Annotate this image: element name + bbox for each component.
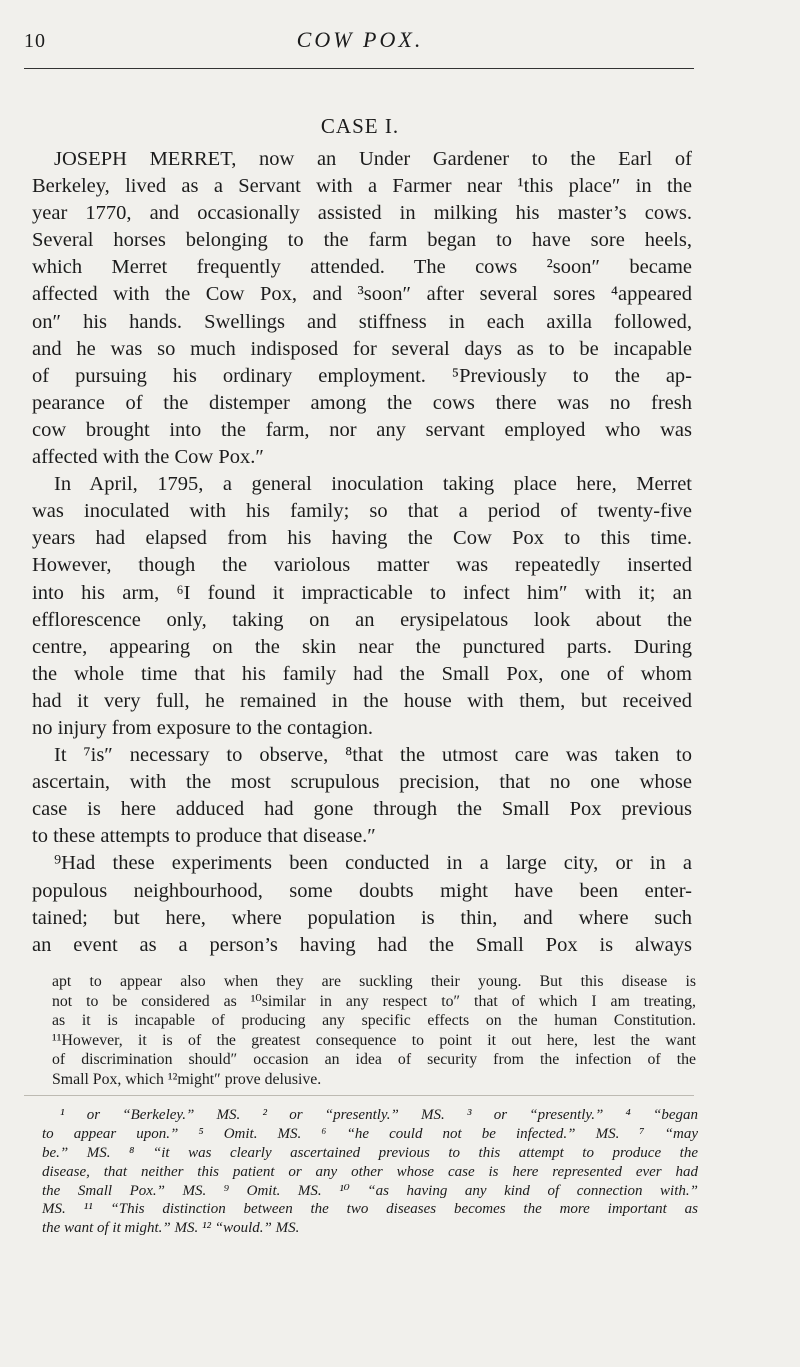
note-line: ¹¹However, it is of the greatest consequence to point it out here, lest the want [52, 1031, 696, 1049]
footnotes [42, 1106, 698, 1238]
footnote-separator [24, 1095, 694, 1096]
body-line: no injury from exposure to the contagion. [32, 716, 374, 739]
body-line: ascertain, with the most scrupulous precision, that no one whose [32, 771, 692, 794]
note-line: as it is incapable of producing any specific effects on the human Constitution. [52, 1012, 696, 1030]
body-line: had it very full, he remained in the house with them, but received [32, 689, 692, 712]
header-rule [24, 68, 694, 69]
body-line: affected with the Cow Pox, and ³soon″ after several sores ⁴appeared [32, 283, 692, 306]
body-line: to these attempts to produce that disease.″ [32, 825, 376, 848]
body-text [32, 146, 692, 959]
footnote-line: the Small Pox.” MS. ⁹ Omit. MS. ¹⁰ “as having any kind of connection with.” [42, 1182, 698, 1199]
body-line: Several horses belonging to the farm began to have sore heels, [32, 229, 692, 252]
body-line: an event as a person’s having had the Small Pox is always [32, 933, 692, 956]
body-line: case is here adduced had gone through the Small Pox previous [32, 798, 692, 821]
footnote-line: ¹ or “Berkeley.” MS. ² or “presently.” MS. ³ or “presently.” ⁴ “began [60, 1107, 698, 1123]
body-line: ⁹Had these experiments been conducted in a large city, or in a [54, 852, 692, 875]
body-line: It ⁷is″ necessary to observe, ⁸that the utmost care was taken to [54, 744, 692, 767]
body-line: the whole time that his family had the Small Pox, one of whom [32, 662, 692, 685]
footnote-line: MS. ¹¹ “This distinction between the two diseases becomes the more important as [42, 1201, 698, 1218]
body-line: JOSEPH MERRET, now an Under Gardener to the Earl of [54, 148, 692, 170]
body-line: populous neighbourhood, some doubts might have been enter- [32, 879, 692, 902]
body-line: of pursuing his ordinary employment. ⁵Previously to the ap- [32, 364, 692, 387]
body-line: tained; but here, where population is thin, and where such [32, 906, 692, 929]
body-line: which Merret frequently attended. The cows ²soon″ became [32, 256, 692, 279]
body-line: year 1770, and occasionally assisted in milking his master’s cows. [32, 202, 692, 225]
body-line: However, though the variolous matter was repeatedly inserted [32, 554, 692, 577]
body-line: into his arm, ⁶I found it impracticable to infect him″ with it; an [32, 581, 692, 604]
note-line: apt to appear also when they are suckling their young. But this disease is [52, 973, 696, 990]
body-line: Berkeley, lived as a Servant with a Farmer near ¹this place″ in the [32, 175, 692, 198]
note-line: of discrimination should″ occasion an idea of security from the infection of the [52, 1051, 696, 1069]
body-line: In April, 1795, a general inoculation taking place here, Merret [54, 473, 692, 496]
quoted-note [52, 972, 696, 1090]
body-line: pearance of the distemper among the cows there was no fresh [32, 391, 692, 414]
body-line: on″ his hands. Swellings and stiffness in each axilla followed, [32, 310, 692, 333]
running-title: COW POX. [296, 27, 424, 52]
page-number: 10 [24, 30, 46, 52]
case-heading: CASE I. [320, 114, 400, 138]
body-line: centre, appearing on the skin near the punctured parts. During [32, 635, 692, 658]
note-line: not to be considered as ¹⁰similar in any respect to″ that of which I am treating, [52, 992, 696, 1010]
body-line: was inoculated with his family; so that a period of twenty-five [32, 500, 692, 523]
body-line: and he was so much indisposed for several days as to be incapable [32, 337, 692, 360]
footnote-line: to appear upon.” ⁵ Omit. MS. ⁶ “he could not be infected.” MS. ⁷ “may [42, 1125, 698, 1142]
footnote-line: the want of it might.” MS. ¹² “would.” MS. [42, 1220, 300, 1237]
footnote-line: disease, that neither this patient or any other whose case is here represented ever had [42, 1163, 698, 1180]
body-line: cow brought into the farm, nor any servant employed who was [32, 418, 692, 441]
note-line: Small Pox, which ¹²might″ prove delusive. [52, 1070, 322, 1088]
body-line: efflorescence only, taking on an erysipelatous look about the [32, 608, 692, 631]
body-line: years had elapsed from his having the Cow Pox to this time. [32, 527, 692, 550]
body-line: affected with the Cow Pox.″ [32, 446, 264, 469]
footnote-line: be.” MS. ⁸ “it was clearly ascertained previous to this attempt to produce the [42, 1144, 698, 1161]
